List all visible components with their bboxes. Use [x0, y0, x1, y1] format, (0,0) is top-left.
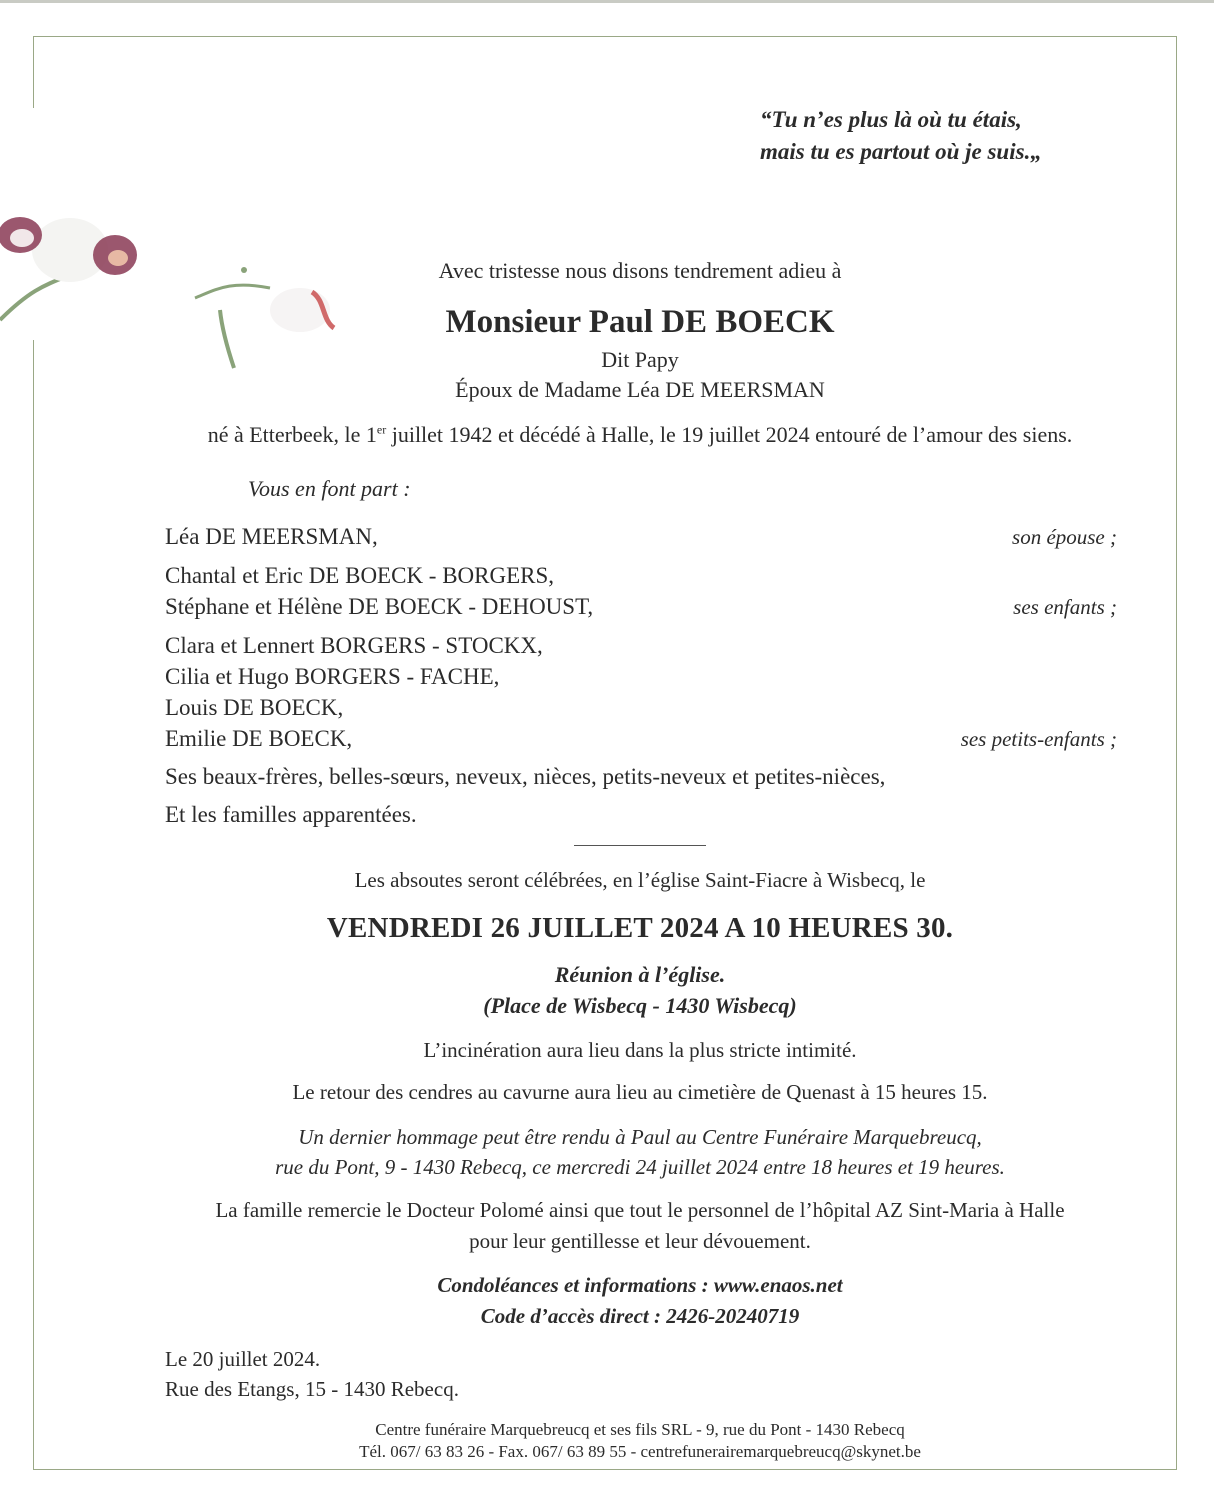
quote-line-1: “Tu n’es plus là où tu étais, [760, 107, 1022, 132]
top-edge-line [0, 0, 1214, 3]
footer-line-2: Tél. 067/ 63 83 26 - Fax. 067/ 63 89 55 - centrefunerairemarquebreucq@skynet.be [359, 1442, 921, 1461]
meeting-place: Réunion à l’église. [554, 962, 726, 987]
deceased-nickname: Dit Papy [601, 347, 679, 372]
extended-family: Ses beaux-frères, belles-sœurs, neveux, nièces, petits-neveux et petites-nièces, [165, 764, 886, 789]
family-row-grandchild-2 [165, 664, 1117, 695]
family-row-extended [165, 764, 1117, 795]
family-row-child-1 [165, 563, 1117, 594]
family-list [165, 524, 1117, 833]
section-divider [574, 845, 706, 846]
child-name: Stéphane et Hélène DE BOECK - DEHOUST, [165, 594, 594, 619]
birth-superscript: er [376, 422, 387, 437]
grandchild-name: Emilie DE BOECK, [165, 726, 353, 751]
spouse-relation: son épouse ; [1012, 525, 1117, 549]
condolences-info: Condoléances et informations : www.enaos.net [437, 1273, 843, 1297]
quote-line-2: mais tu es partout où je suis.„ [760, 139, 1042, 164]
thanks-line-2: pour leur gentillesse et leur dévouement. [469, 1229, 811, 1253]
child-name: Chantal et Eric DE BOECK - BORGERS, [165, 563, 555, 588]
grandchild-name: Cilia et Hugo BORGERS - FACHE, [165, 664, 500, 689]
family-row-grandchild-1 [165, 633, 1117, 664]
deceased-name: Monsieur Paul DE BOECK [445, 304, 835, 340]
closing-address: Rue des Etangs, 15 - 1430 Rebecq. [165, 1377, 459, 1401]
grandchild-name: Clara et Lennert BORGERS - STOCKX, [165, 633, 543, 658]
ceremony-date: VENDREDI 26 JUILLET 2024 A 10 HEURES 30. [326, 912, 954, 944]
announce-label: Vous en font part : [248, 476, 411, 501]
access-code: Code d’accès direct : 2426-20240719 [480, 1304, 800, 1328]
grandchildren-relation: ses petits-enfants ; [960, 727, 1117, 751]
children-relation: ses enfants ; [1013, 595, 1117, 619]
cremation-note: L’incinération aura lieu dans la plus stricte intimité. [423, 1038, 857, 1062]
intro-text: Avec tristesse nous disons tendrement adieu à [438, 258, 842, 283]
family-row-related [165, 802, 1117, 833]
related-families: Et les familles apparentées. [165, 802, 417, 827]
tribute-line-1: Un dernier hommage peut être rendu à Paul au Centre Funéraire Marquebreucq, [298, 1125, 982, 1149]
grandchild-name: Louis DE BOECK, [165, 695, 344, 720]
family-row-grandchild-4 [165, 726, 1117, 757]
ashes-note: Le retour des cendres au cavurne aura lieu au cimetière de Quenast à 15 heures 15. [292, 1080, 988, 1104]
tribute-line-2: rue du Pont, 9 - 1430 Rebecq, ce mercredi 24 juillet 2024 entre 18 heures et 19 heures. [275, 1155, 1005, 1179]
family-row-child-2 [165, 594, 1117, 625]
family-row-spouse [165, 524, 1117, 555]
funeral-home-footer [100, 1419, 1180, 1463]
footer-line-1: Centre funéraire Marquebreucq et ses fils SRL - 9, rue du Pont - 1430 Rebecq [375, 1420, 905, 1439]
church-address: (Place de Wisbecq - 1430 Wisbecq) [483, 993, 797, 1018]
birth-suffix: juillet 1942 et décédé à Halle, le 19 juillet 2024 entouré de l’amour des siens. [386, 422, 1073, 447]
closing-date: Le 20 juillet 2024. [165, 1347, 321, 1371]
ceremony-intro: Les absoutes seront célébrées, en l’église Saint-Fiacre à Wisbecq, le [354, 868, 926, 892]
family-row-grandchild-3 [165, 695, 1117, 726]
deceased-spouse: Époux de Madame Léa DE MEERSMAN [455, 377, 825, 402]
spouse-name: Léa DE MEERSMAN, [165, 524, 378, 549]
thanks-line-1: La famille remercie le Docteur Polomé ainsi que tout le personnel de l’hôpital AZ Sint-Maria à Halle [215, 1198, 1065, 1222]
birth-prefix: né à Etterbeek, le 1 [207, 422, 377, 447]
opening-quote [760, 104, 1160, 168]
birth-death-line [100, 422, 1180, 448]
